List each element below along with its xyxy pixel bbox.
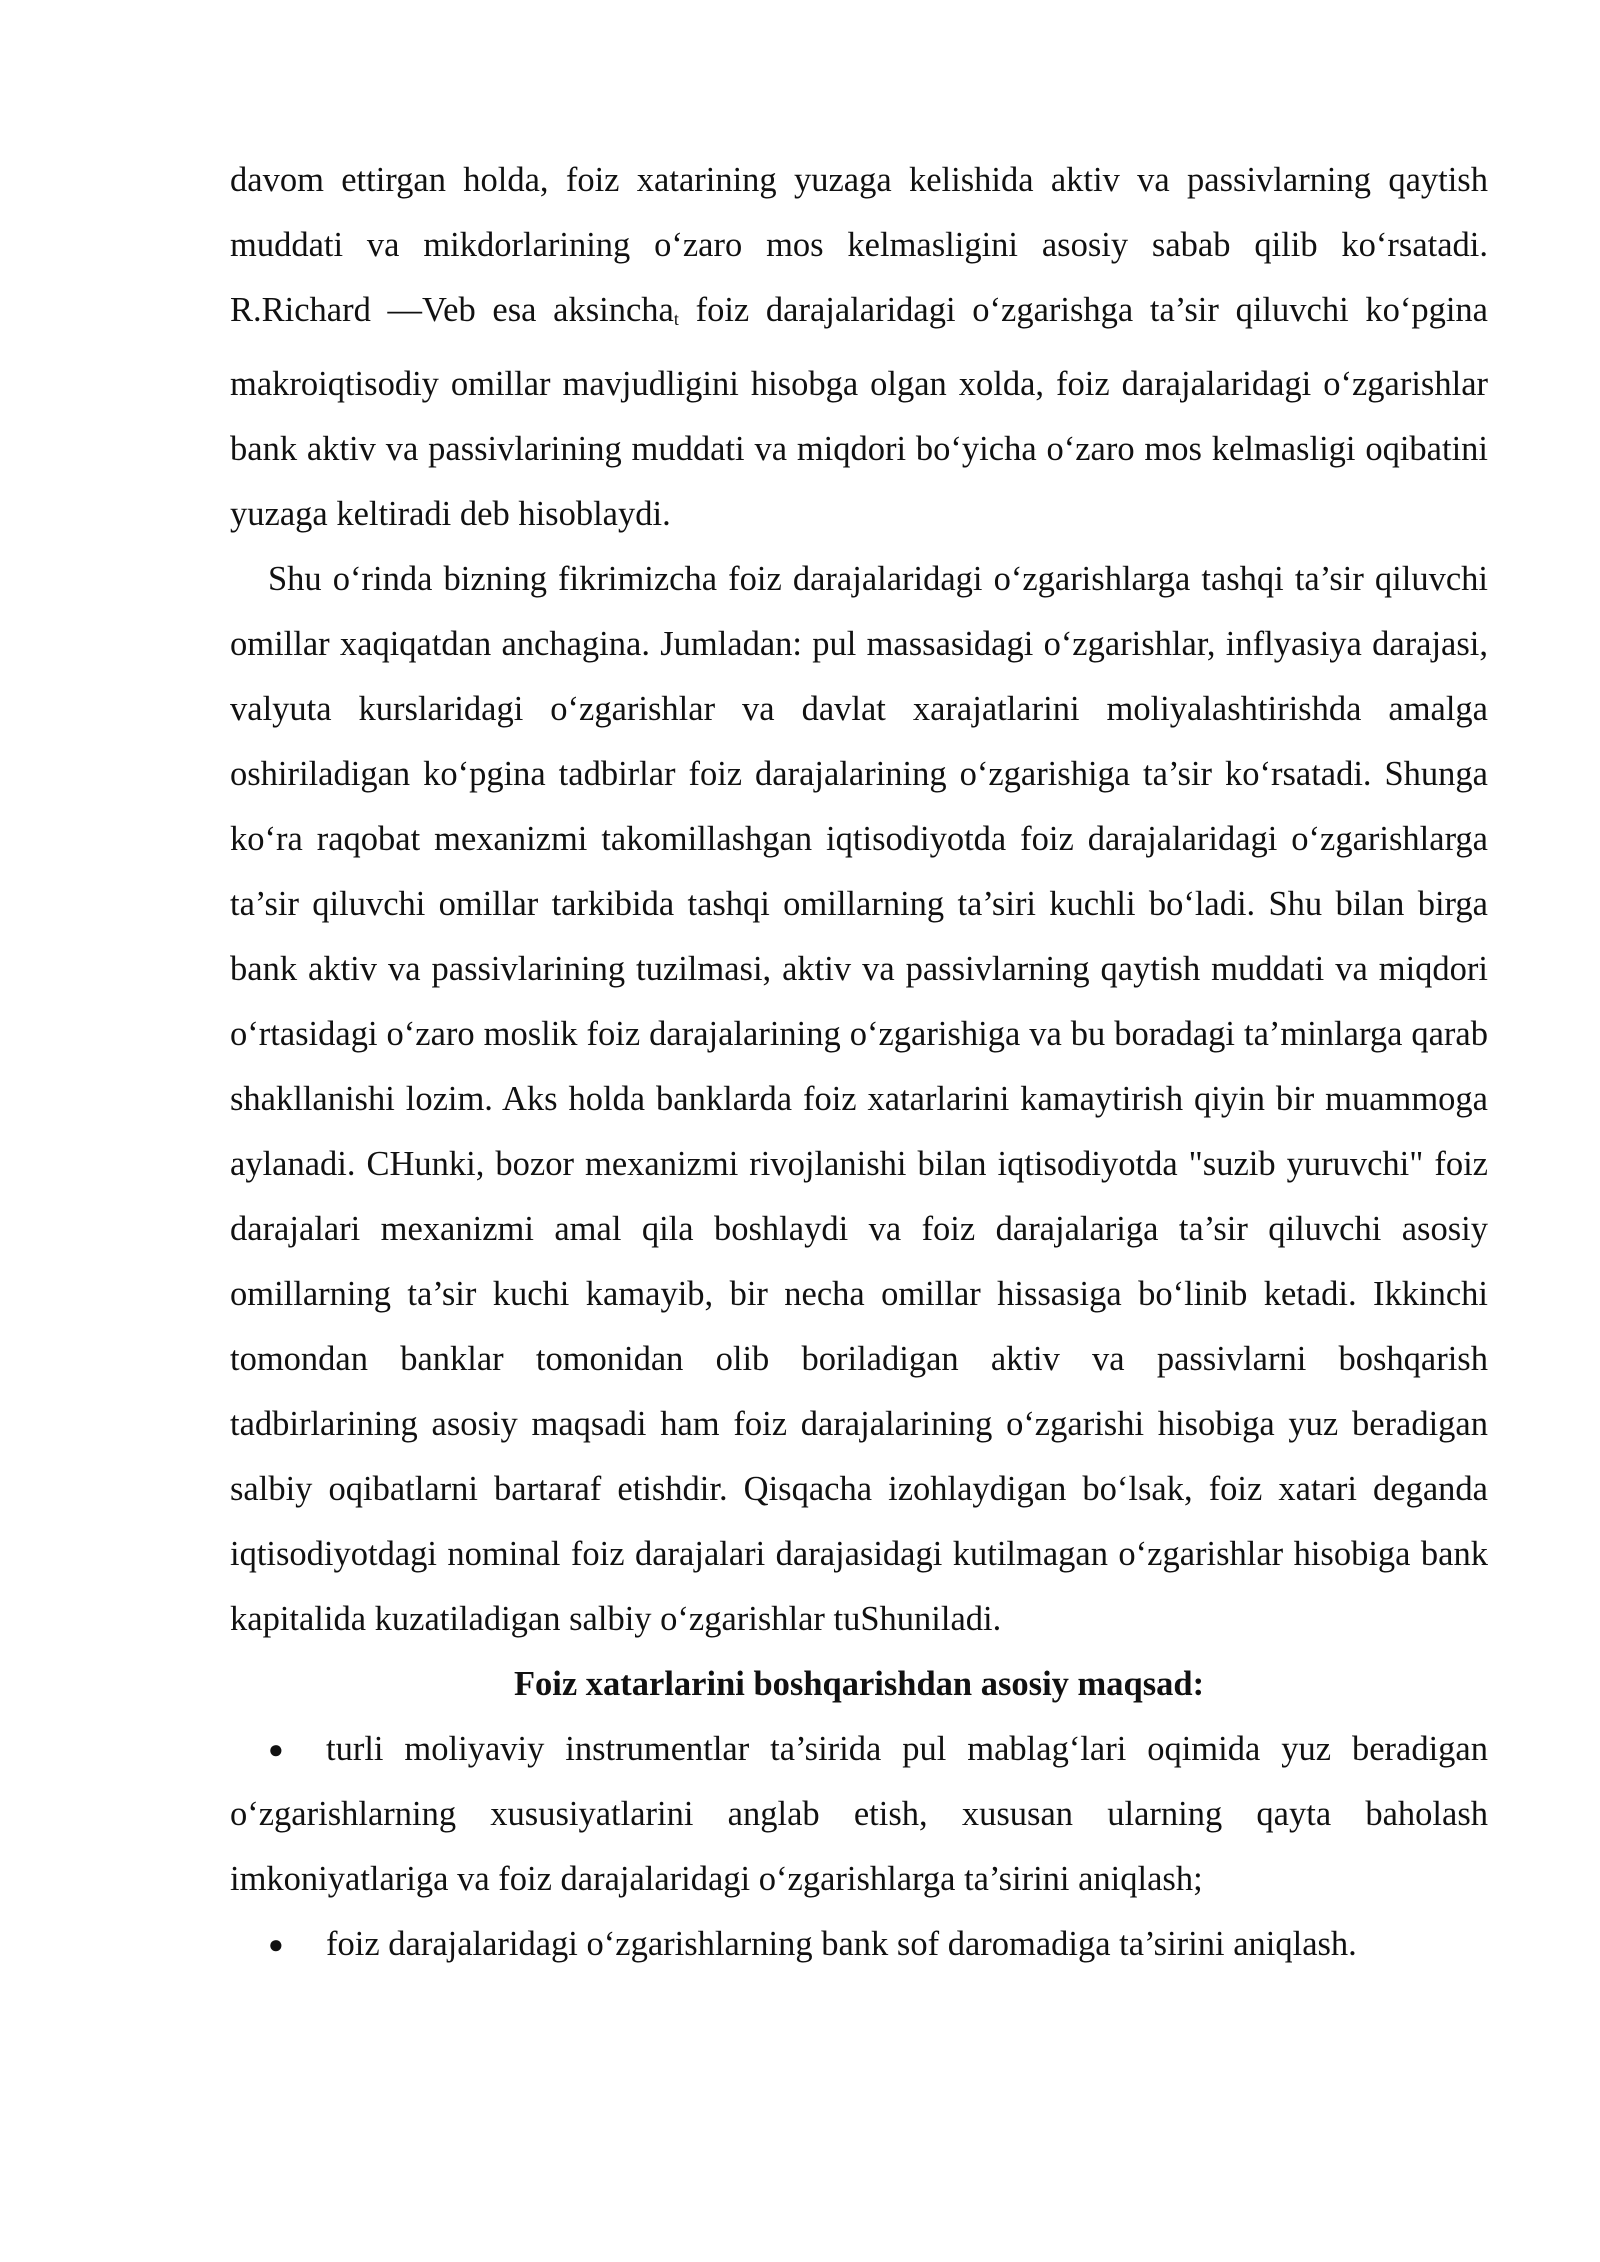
bullet-item [230, 1912, 1488, 1977]
paragraph-text: davom ettirgan holda, foiz xatarining yuzaga kelishida aktiv va passivlarning qaytish muddati va mikdorlarining o‘zaro mos kelmasligini asosiy sabab qilib ko‘rsatadi. R.Richard —Veb esa aksincha [230, 161, 1488, 329]
section-heading: Foiz xatarlarini boshqarishdan asosiy maqsad: [513, 1665, 1205, 1703]
bullet-text: foiz darajalaridagi o‘zgarishlarning bank sof daromadiga ta’sirini aniqlash. [326, 1925, 1357, 1963]
bullet-text: turli moliyaviy instrumentlar ta’sirida pul mablag‘lari oqimida yuz beradigan o‘zgarishlarning xususiyatlarini anglab etish, xususan ularning qayta baholash imkoniyatlariga va foiz darajalaridagi o‘zgarishlarga ta’sirini aniqlash; [230, 1730, 1488, 1898]
document-page [230, 148, 1488, 1977]
paragraph-main: Shu o‘rinda bizning fikrimizcha foiz darajalaridagi o‘zgarishlarga tashqi ta’sir qiluvchi omillar xaqiqatdan anchagina. Jumladan: pul massasidagi o‘zgarishlar, inflyasiya darajasi, valyuta kurslaridagi o‘zgarishlar va davlat xarajatlarini moliyalashtirishda amalga oshiriladigan ko‘pgina tadbirlar foiz darajalarining o‘zgarishiga ta’sir ko‘rsatadi. Shunga ko‘ra raqobat mexanizmi takomillashgan iqtisodiyotda foiz darajalaridagi o‘zgarishlarga ta’sir qiluvchi omillar tarkibida tashqi omillarning ta’siri kuchli bo‘ladi. Shu bilan birga bank aktiv va passivlarining tuzilmasi, aktiv va passivlarning qaytish muddati va miqdori o‘rtasidagi o‘zaro moslik foiz darajalarining o‘zgarishiga va bu boradagi ta’minlarga qarab shakllanishi lozim. Aks holda banklarda foiz xatarlarini kamaytirish qiyin bir muammoga aylanadi. CHunki, bozor mexanizmi rivojlanishi bilan iqtisodiyotda "suzib yuruvchi" foiz darajalari mexanizmi amal qila boshlaydi va foiz darajalariga ta’sir qiluvchi asosiy omillarning ta’sir kuchi kamayib, bir necha omillar hissasiga bo‘linib ketadi. Ikkinchi tomondan banklar tomonidan olib boriladigan aktiv va passivlarni boshqarish tadbirlarining asosiy maqsadi ham foiz darajalarining o‘zgarishi hisobiga yuz beradigan salbiy oqibatlarni bartaraf etishdir. Qisqacha izohlaydigan bo‘lsak, foiz xatari deganda iqtisodiyotdagi nominal foiz darajalari darajasidagi kutilmagan o‘zgarishlar hisobiga bank kapitalida kuzatiladigan salbiy o‘zgarishlar tuShuniladi. [230, 560, 1488, 1638]
subscript-mark: t [673, 309, 679, 329]
bullet-item [230, 1717, 1488, 1912]
paragraph-text: foiz darajalaridagi o‘zgarishga ta’sir qiluvchi ko‘pgina makroiqtisodiy omillar mavjudligini hisobga olgan xolda, foiz darajalaridagi o‘zgarishlar bank aktiv va passivlarining muddati va miqdori bo‘yicha o‘zaro mos kelmasligi oqibatini yuzaga keltiradi deb hisoblaydi. [230, 291, 1488, 533]
bullet-icon: ● [268, 1735, 284, 1764]
bullet-icon: ● [268, 1930, 284, 1959]
paragraph-continued [230, 148, 1488, 547]
